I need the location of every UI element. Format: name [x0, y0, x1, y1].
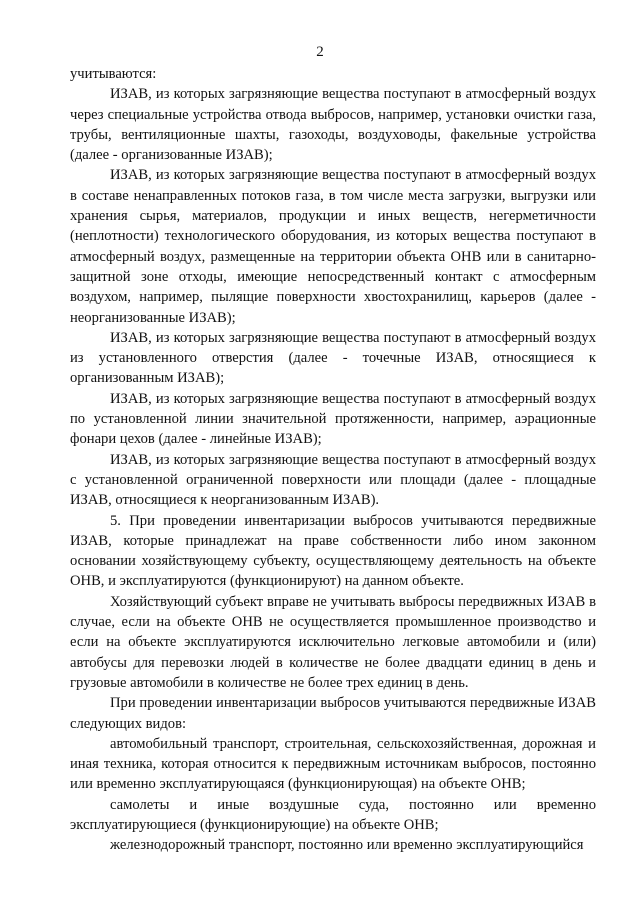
document-body	[70, 64, 596, 856]
paragraph-area-izav: ИЗАВ, из которых загрязняющие вещества поступают в атмосферный воздух с установленной ограниченной поверхности или площади (далее - площадные ИЗАВ, относящиеся к неорганизованным ИЗАВ).	[70, 451, 596, 509]
paragraph-aircraft: самолеты и иные воздушные суда, постоянно или временно эксплуатирующиеся (функционирующие) на объекте ОНВ;	[70, 796, 596, 833]
paragraph-road-transport: автомобильный транспорт, строительная, сельскохозяйственная, дорожная и иная техника, которая относится к передвижным источникам выбросов, постоянно или временно эксплуатирующаяся (функционирующая) на объекте ОНВ;	[70, 735, 596, 793]
paragraph-item-5: 5. При проведении инвентаризации выбросов учитываются передвижные ИЗАВ, которые принадлежат на праве собственности либо ином законном основании хозяйствующему субъекту, осуществляющему деятельность на объекте ОНВ, и эксплуатируются (функционируют) на данном объекте.	[70, 512, 596, 590]
paragraph-exemption: Хозяйствующий субъект вправе не учитывать выбросы передвижных ИЗАВ в случае, если на объекте ОНВ не осуществляется промышленное производство и если на объекте эксплуатируются исключительно легковые автомобили и (или) автобусы для перевозки людей в количестве не более двадцати единиц в день и грузовые автомобили в количестве не более трех единиц в день.	[70, 593, 596, 691]
paragraph-organized-izav: ИЗАВ, из которых загрязняющие вещества поступают в атмосферный воздух через специальные устройства отвода выбросов, например, установки очистки газа, трубы, вентиляционные шахты, газоходы, воздуховоды, факельные устройства (далее - организованные ИЗАВ);	[70, 86, 596, 164]
page-number: 2	[316, 44, 324, 60]
paragraph-unorganized-izav: ИЗАВ, из которых загрязняющие вещества поступают в атмосферный воздух в составе ненаправленных потоков газа, в том числе места загрузки, выгрузки или хранения сырья, материалов, продукции и иных веществ, негерметичности (неплотности) технологического оборудования, из которых вещества поступают в атмосферный воздух, размещенные на территории объекта ОНВ или в санитарно-защитной зоне отходы, имеющие непосредственный контакт с атмосферным воздухом, например, пылящие поверхности хвостохранилищ, карьеров (далее - неорганизованные ИЗАВ);	[70, 167, 596, 326]
paragraph-lead: учитываются:	[70, 66, 157, 82]
paragraph-point-izav: ИЗАВ, из которых загрязняющие вещества поступают в атмосферный воздух из установленного отверстия (далее - точечные ИЗАВ, относящиеся к организованным ИЗАВ);	[70, 329, 596, 387]
paragraph-railway: железнодорожный транспорт, постоянно или временно эксплуатирующийся	[110, 837, 584, 854]
paragraph-linear-izav: ИЗАВ, из которых загрязняющие вещества поступают в атмосферный воздух по установленной линии значительной протяженности, например, аэрационные фонари цехов (далее - линейные ИЗАВ);	[70, 390, 596, 448]
paragraph-mobile-types: При проведении инвентаризации выбросов учитываются передвижные ИЗАВ следующих видов:	[70, 695, 596, 732]
